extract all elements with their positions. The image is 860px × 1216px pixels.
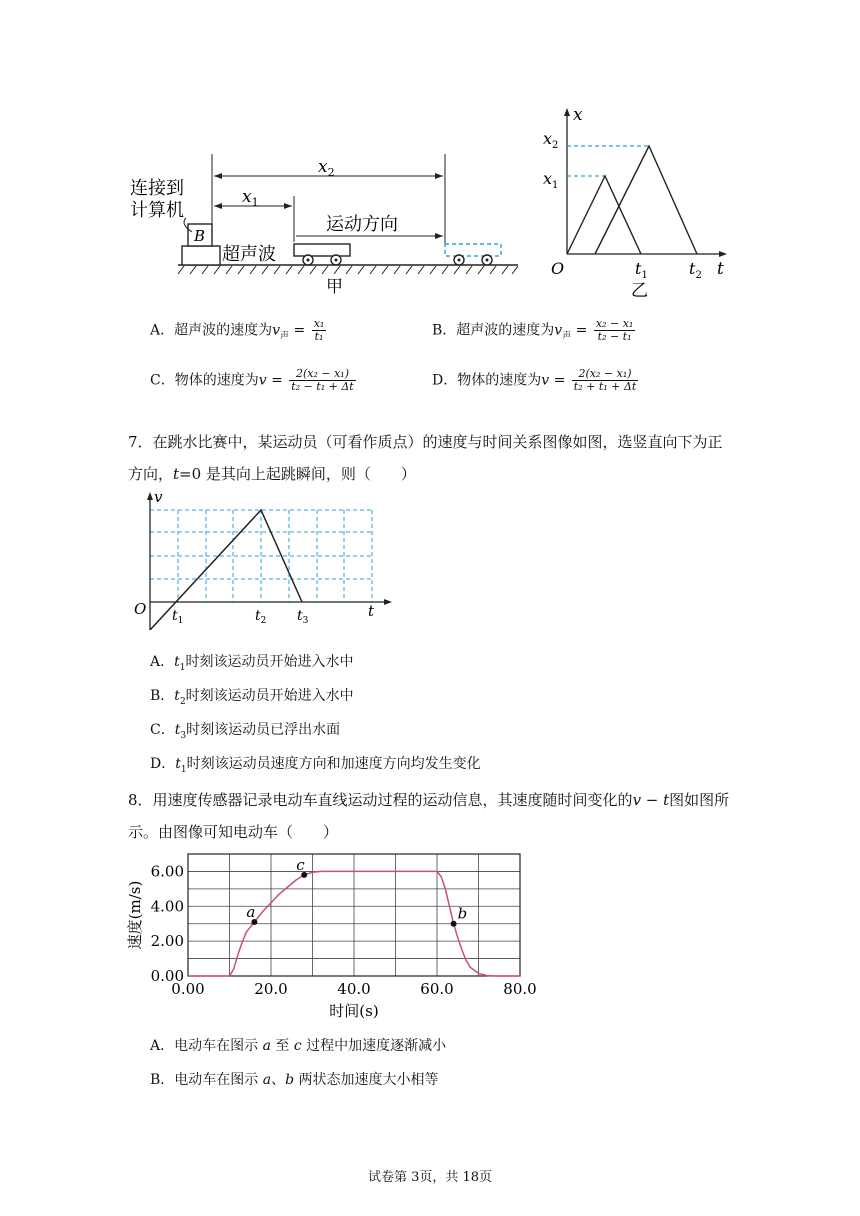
cart <box>294 244 350 256</box>
page-footer: 试卷第 3页，共 18页 <box>367 1170 493 1185</box>
wave-label: 超声波 <box>222 244 276 265</box>
connect-text-2: 计算机 <box>130 200 184 221</box>
figure-jia <box>120 140 530 300</box>
x1-label: $x_1$ <box>242 187 259 209</box>
yi-x1: $x_1$ <box>543 169 559 191</box>
yi-x-axis: t <box>717 259 724 279</box>
q7-option-c[interactable]: C．$t_3$时刻该运动员已浮出水面 <box>150 722 341 741</box>
caption-yi: 乙 <box>631 281 648 300</box>
connect-text-1: 连接到 <box>130 178 184 199</box>
y-tick-label: 6.00 <box>150 862 184 881</box>
q7-t3: $t_3$ <box>297 608 309 626</box>
yi-t2: $t_2$ <box>689 259 702 281</box>
q8-speed-chart <box>120 846 560 1026</box>
x-axis-label: 时间(s) <box>329 1002 379 1020</box>
point-label-b: b <box>457 904 468 923</box>
yi-origin: O <box>551 259 565 278</box>
q7-x-axis: t <box>368 602 375 620</box>
point-label-a: a <box>246 902 256 921</box>
q6-option-c[interactable]: C．物体的速度为v = $\frac{\text{2(x₂ − x₁)}}{\text{t₂ − t₁ + Δt}}$ <box>150 367 354 393</box>
yi-t1: $t_1$ <box>635 259 648 281</box>
q7-t2: $t_2$ <box>255 608 267 626</box>
figure-yi <box>535 104 735 300</box>
y-tick-label: 2.00 <box>150 932 184 951</box>
y-tick-label: 0.00 <box>150 967 184 985</box>
yi-x2: $x_2$ <box>543 129 559 151</box>
caption-jia: 甲 <box>326 277 343 297</box>
x-tick-label: 0.00 <box>171 980 205 998</box>
q6-option-b[interactable]: B．超声波的速度为$v_声$ = $\frac{\text{x₂ − x₁}}{\text{t₂ − t₁}}$ <box>432 317 634 343</box>
point-label-c: c <box>296 855 305 874</box>
y-axis-label: 速度(m/s) <box>126 880 144 950</box>
q7-option-d[interactable]: D．$t_1$时刻该运动员速度方向和加速度方向均发生变化 <box>150 756 481 775</box>
q7-stem-line2: 方向，t=0 是其向上起跳瞬间，则（ ） <box>128 465 416 483</box>
q8-stem-line2: 示。由图像可知电动车（ ） <box>128 823 339 841</box>
y-tick-label: 4.00 <box>150 897 184 916</box>
q7-option-b[interactable]: B．$t_2$时刻该运动员开始进入水中 <box>150 688 354 707</box>
q8-stem-line1: 8．用速度传感器记录电动车直线运动过程的运动信息，其速度随时间变化的v − t图如图所 <box>128 791 730 809</box>
x-tick-label: 80.0 <box>503 980 537 998</box>
q7-option-a[interactable]: A．$t_1$时刻该运动员开始进入水中 <box>150 654 354 673</box>
x-tick-label: 60.0 <box>420 980 454 998</box>
q6-option-d[interactable]: D．物体的速度为v = $\frac{\text{2(x₂ − x₁)}}{\text{t₂ + t₁ + Δt}}$ <box>432 367 637 393</box>
box-label: B <box>194 227 206 245</box>
x-tick-label: 40.0 <box>337 980 371 998</box>
cart-later <box>445 244 501 256</box>
q7-t1: $t_1$ <box>172 608 184 626</box>
q8-option-a[interactable]: A．电动车在图示 a 至 c 过程中加速度逐渐减小 <box>150 1038 447 1054</box>
yi-y-axis: x <box>573 105 583 125</box>
q8-option-b[interactable]: B．电动车在图示 a、b 两状态加速度大小相等 <box>150 1072 439 1088</box>
q7-stem-line1: 7．在跳水比赛中，某运动员（可看作质点）的速度与时间关系图像如图，选竖直向下为正 <box>128 433 723 451</box>
point-b <box>451 921 457 927</box>
q7-vt-graph <box>130 490 400 630</box>
q6-option-a[interactable]: A．超声波的速度为$v_声$ = $\frac{\text{x₁}}{\text{t₁}}$ <box>150 317 325 343</box>
motion-label: 运动方向 <box>326 214 398 235</box>
x-tick-label: 20.0 <box>254 980 288 998</box>
q7-y-axis: v <box>154 490 163 506</box>
x2-label: $x_2$ <box>318 157 335 179</box>
q7-origin: O <box>134 600 147 618</box>
